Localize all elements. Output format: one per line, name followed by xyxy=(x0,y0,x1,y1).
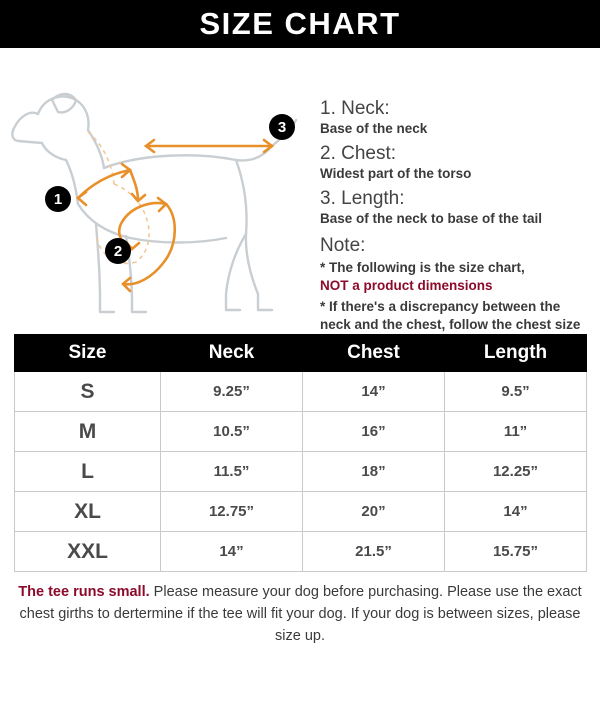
note-line-2-text: * If there's a discrepancy between the neck and the chest, xyxy=(320,298,561,332)
note-line-2 xyxy=(320,298,584,334)
note-line-1 xyxy=(320,259,584,295)
cell-size: XXL xyxy=(15,532,161,572)
cell-neck: 14” xyxy=(161,532,303,572)
footer-lead: The tee runs small. xyxy=(18,584,150,600)
callout-1: 1 xyxy=(45,186,71,212)
table-header-row xyxy=(15,335,587,372)
cell-chest: 20” xyxy=(303,492,445,532)
callout-2: 2 xyxy=(105,238,131,264)
measurement-diagram xyxy=(0,48,308,334)
callout-3: 3 xyxy=(269,114,295,140)
legend-heading-neck: 1. Neck: xyxy=(320,98,390,119)
cell-chest: 18” xyxy=(303,452,445,492)
cell-length: 12.25” xyxy=(445,452,587,492)
cell-chest: 14” xyxy=(303,372,445,412)
column-header-neck: Neck xyxy=(161,335,303,372)
cell-size: S xyxy=(15,372,161,412)
column-header-length: Length xyxy=(445,335,587,372)
note-line-2-emphasis: follow the chest size xyxy=(449,316,581,332)
table-row xyxy=(15,372,587,412)
legend xyxy=(308,48,600,334)
cell-length: 11” xyxy=(445,412,587,452)
cell-size: L xyxy=(15,452,161,492)
size-table-wrapper xyxy=(0,334,600,572)
column-header-size: Size xyxy=(15,335,161,372)
size-table xyxy=(14,334,587,572)
cell-size: XL xyxy=(15,492,161,532)
cell-length: 9.5” xyxy=(445,372,587,412)
table-row xyxy=(15,412,587,452)
note-line-1-text: * The following is the size chart, xyxy=(320,260,525,276)
note-heading: Note: xyxy=(320,235,366,257)
table-row xyxy=(15,452,587,492)
title-bar xyxy=(0,0,600,48)
table-row xyxy=(15,532,587,572)
legend-heading-length: 3. Length: xyxy=(320,188,405,210)
legend-sub-neck: Base of the neck xyxy=(320,120,428,136)
footer-rest: Please measure your dog before purchasing. Please use the exact chest girths to dertermine if the tee will fit your dog. If your dog is between sizes, please size up. xyxy=(19,584,582,644)
cell-neck: 9.25” xyxy=(161,372,303,412)
cell-chest: 16” xyxy=(303,412,445,452)
cell-neck: 11.5” xyxy=(161,452,303,492)
table-row xyxy=(15,492,587,532)
cell-length: 14” xyxy=(445,492,587,532)
diagram-and-legend xyxy=(0,48,600,334)
cell-length: 15.75” xyxy=(445,532,587,572)
cell-chest: 21.5” xyxy=(303,532,445,572)
page-title: SIZE CHART xyxy=(199,6,401,41)
column-header-chest: Chest xyxy=(303,335,445,372)
legend-heading-chest: 2. Chest: xyxy=(320,143,397,165)
cell-neck: 10.5” xyxy=(161,412,303,452)
note-line-1-emphasis: NOT a product dimensions xyxy=(320,278,493,294)
legend-sub-length: Base of the neck to base of the tail xyxy=(320,210,543,226)
legend-sub-chest: Widest part of the torso xyxy=(320,165,472,181)
footer-note xyxy=(0,572,600,647)
cell-neck: 12.75” xyxy=(161,492,303,532)
cell-size: M xyxy=(15,412,161,452)
